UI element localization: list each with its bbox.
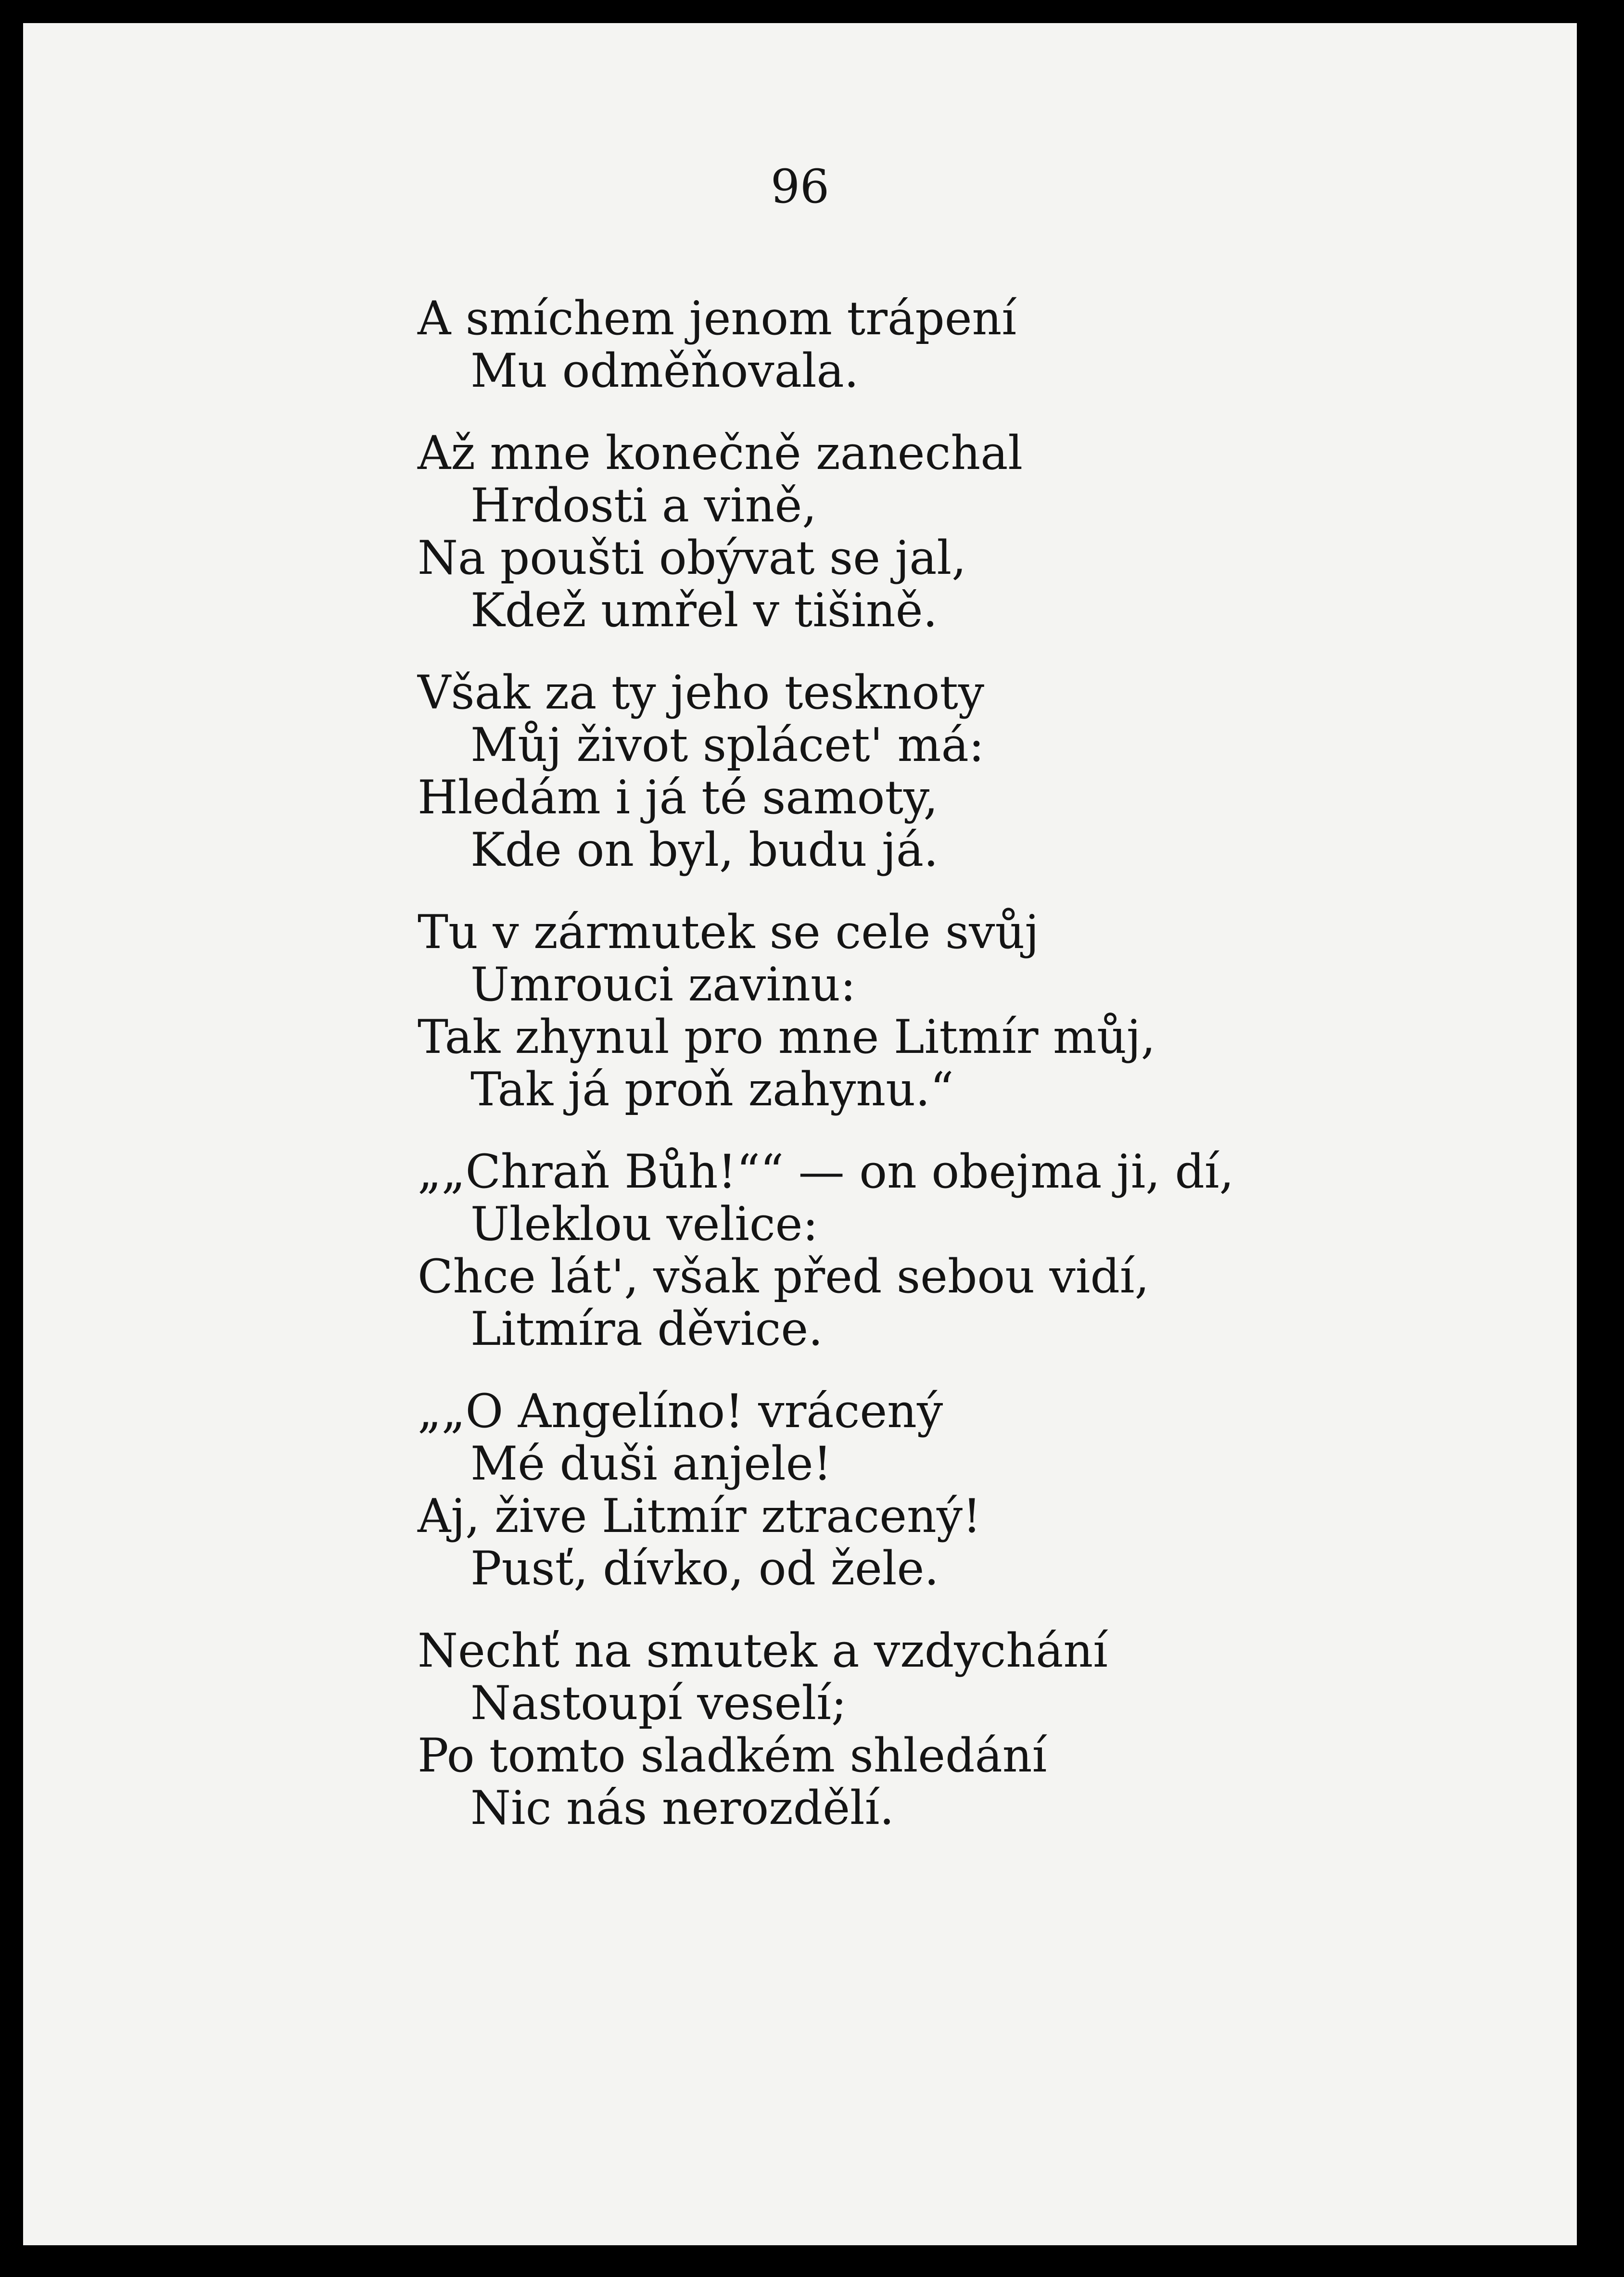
stanza xyxy=(418,906,1524,1116)
poem-line: Můj život splácet' má: xyxy=(470,718,985,772)
poem-line: Mu odměňovala. xyxy=(470,344,859,398)
book-page xyxy=(23,23,1577,2245)
poem-line: Však za ty jeho tesknoty xyxy=(418,666,985,720)
stanza xyxy=(418,1625,1524,1834)
stanza xyxy=(418,1146,1524,1355)
poem-line: Na poušti obývat se jal, xyxy=(418,531,966,585)
poem-line: Pusť, dívko, od žele. xyxy=(470,1542,939,1595)
poem-line: Až mne konečně zanechal xyxy=(418,426,1023,480)
poem-line: Nic nás nerozdělí. xyxy=(470,1781,894,1835)
poem-line: Tak zhynul pro mne Litmír můj, xyxy=(418,1010,1156,1064)
stanza xyxy=(418,427,1524,637)
poem-line: Tak já proň zahynu.“ xyxy=(470,1063,954,1116)
poem-line: A smíchem jenom trápení xyxy=(418,291,1017,345)
stanza xyxy=(418,292,1524,397)
poem-line: Tu v zármutek se cele svůj xyxy=(418,905,1040,959)
poem-line: Chce lát', však před sebou vidí, xyxy=(418,1250,1150,1303)
poem-line: Litmíra děvice. xyxy=(470,1302,823,1356)
poem-line: „„Chraň Bůh!““ — on obejma ji, dí, xyxy=(418,1145,1234,1199)
page-number: 96 xyxy=(770,160,830,214)
poem-line: Uleklou velice: xyxy=(470,1197,818,1251)
stanza xyxy=(418,1385,1524,1595)
poem-line: Umrouci zavinu: xyxy=(470,958,856,1012)
poem-line: Hrdosti a vině, xyxy=(470,479,817,532)
poem-line: „„O Angelíno! vrácený xyxy=(418,1384,943,1438)
poem-line: Kde on byl, budu já. xyxy=(470,823,939,877)
poem-line: Nastoupí veselí; xyxy=(470,1676,847,1730)
poem xyxy=(418,292,1524,1834)
poem-line: Mé duši anjele! xyxy=(470,1437,832,1491)
poem-line: Po tomto sladkém shledání xyxy=(418,1729,1047,1783)
poem-line: Aj, žive Litmír ztracený! xyxy=(418,1489,981,1543)
poem-line: Kdež umřel v tišině. xyxy=(470,583,938,637)
poem-line: Hledám i já té samoty, xyxy=(418,771,939,824)
stanza xyxy=(418,667,1524,876)
poem-line: Nechť na smutek a vzdychání xyxy=(418,1624,1108,1678)
